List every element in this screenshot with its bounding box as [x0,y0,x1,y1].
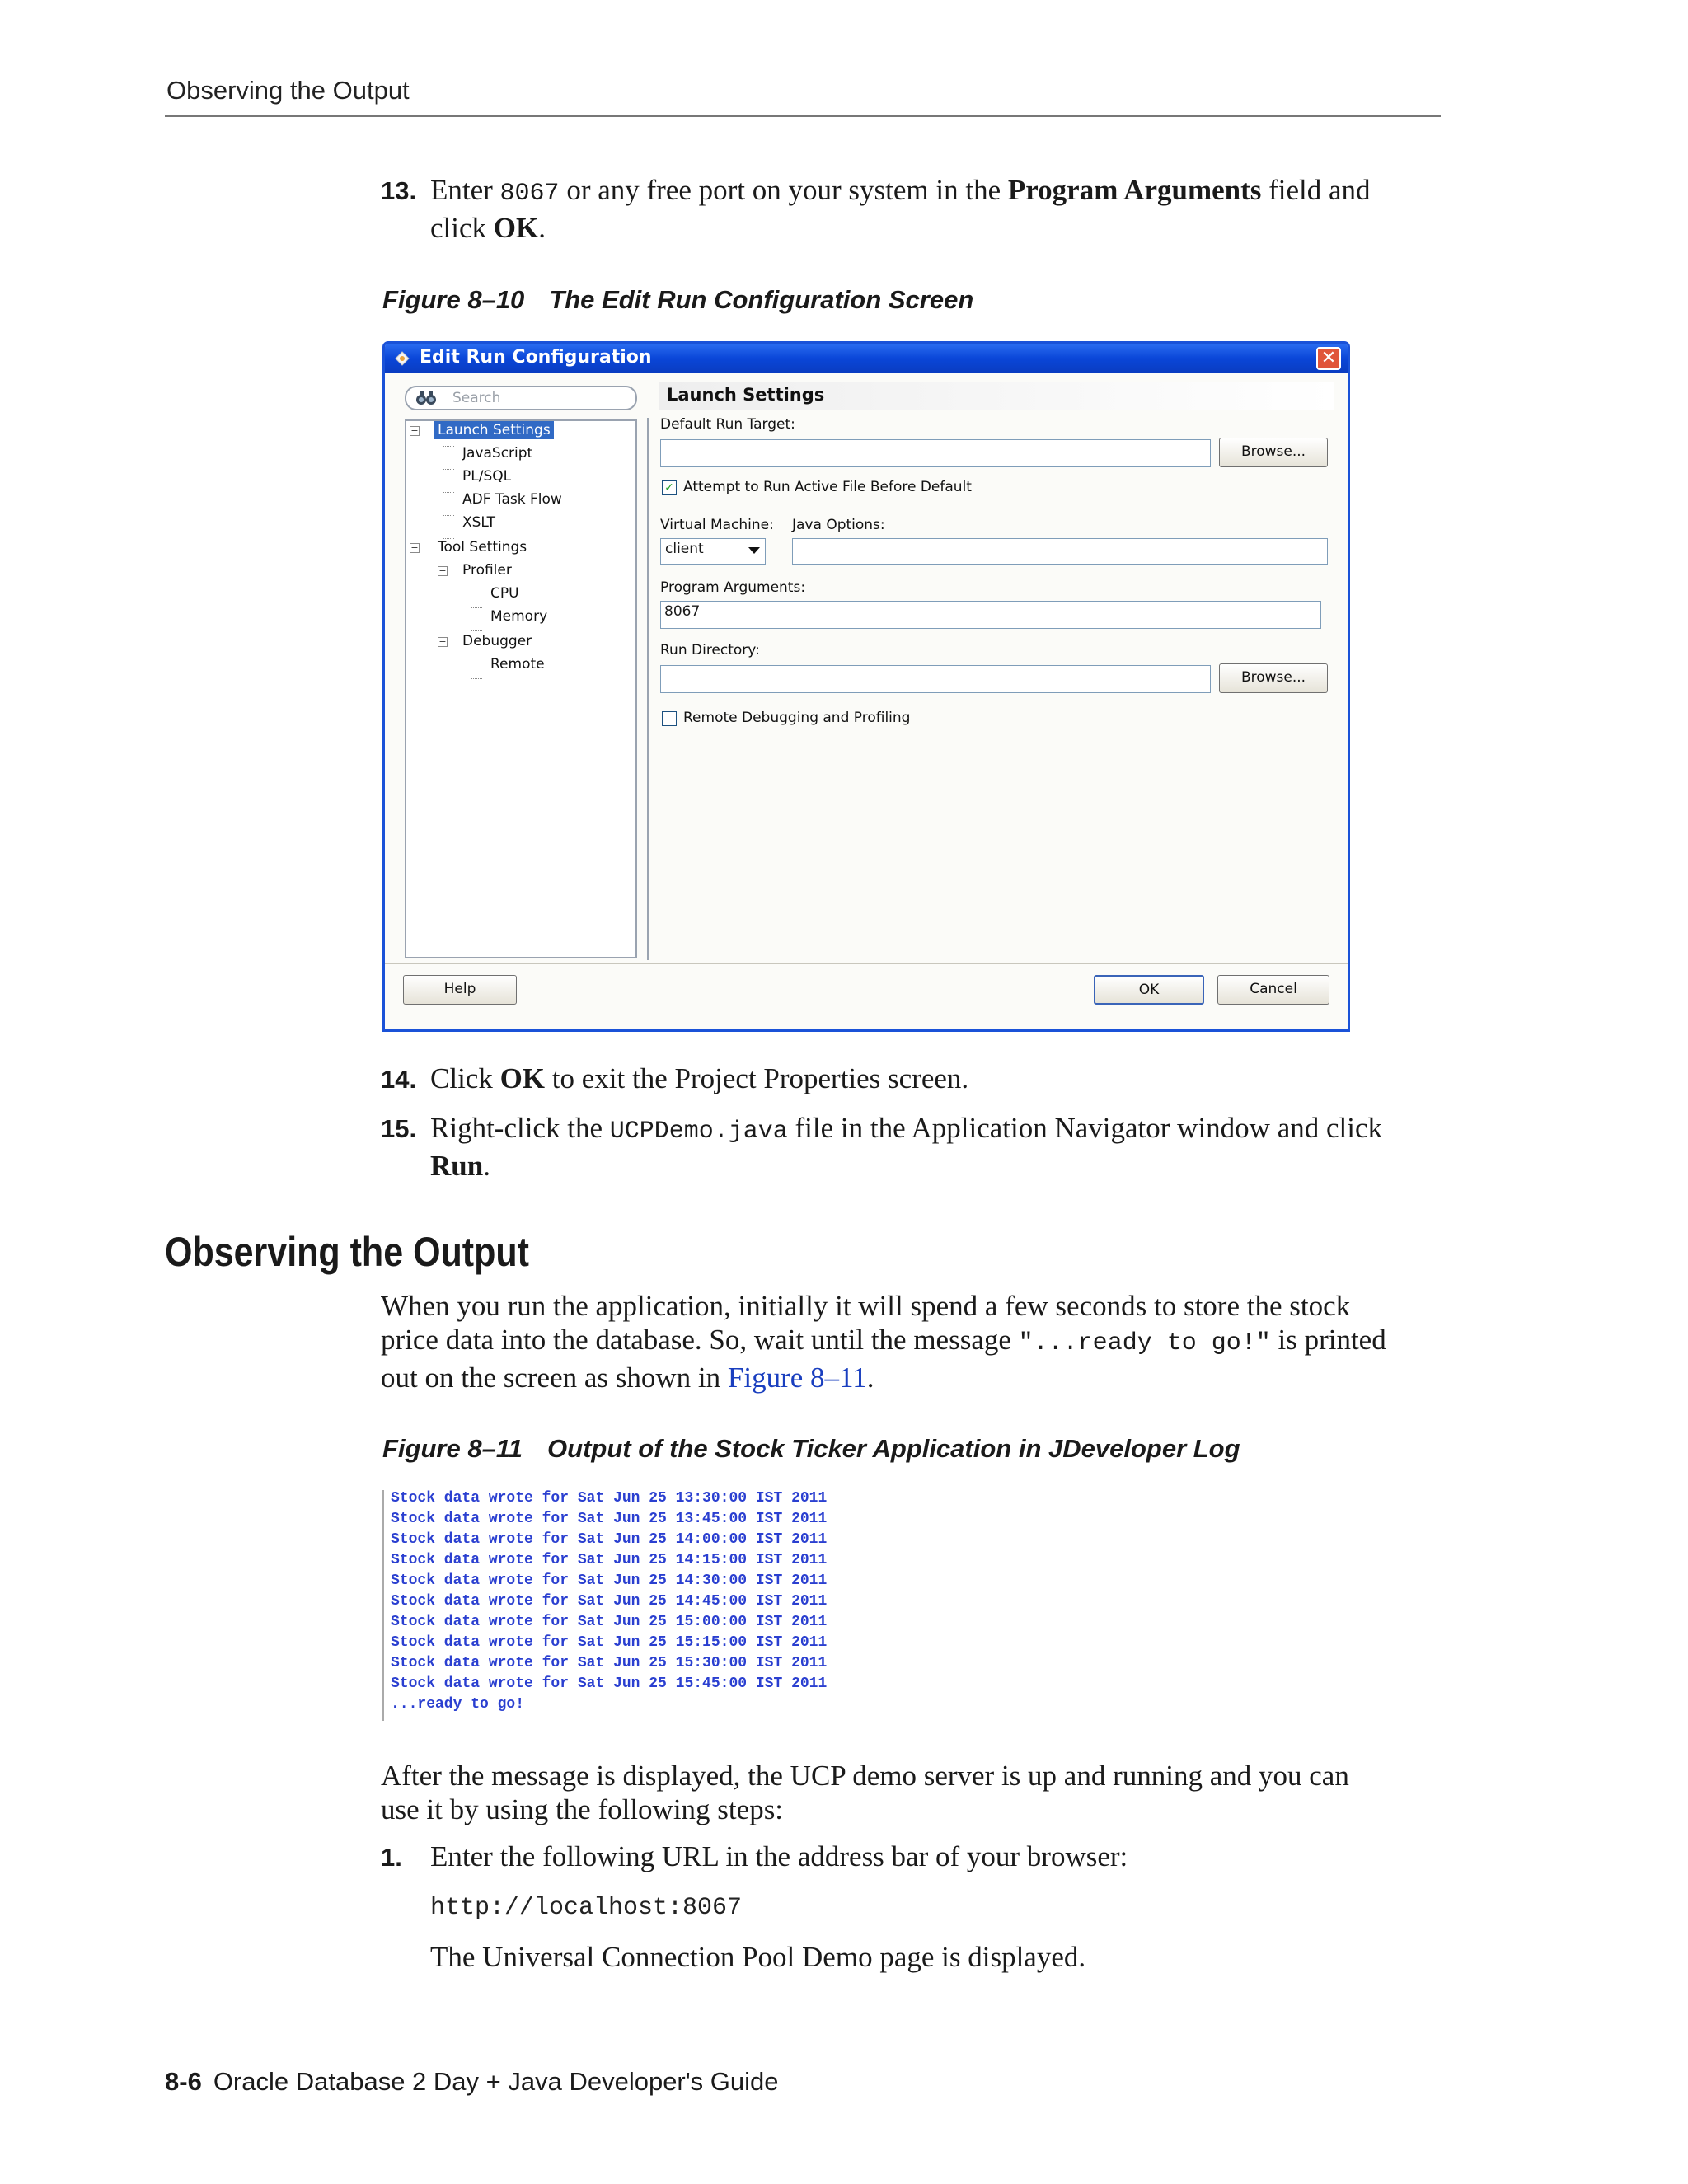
step-number: 15. [381,1114,417,1143]
tree-line [471,678,482,679]
text: click [430,212,494,244]
button-bar-separator [385,963,1348,964]
tree-item-xslt[interactable]: XSLT [462,514,495,531]
search-placeholder: Search [452,390,501,406]
book-title: Oracle Database 2 Day + Java Developer's Guide [213,2067,779,2096]
step-number: 13. [381,176,417,205]
inline-code: UCPDemo.java [609,1118,788,1146]
step-1-text: Enter the following URL in the address bar of your browser: [430,1840,1128,1872]
text: . [538,212,546,244]
search-input[interactable] [405,386,637,410]
tree-line [443,492,454,493]
run-directory-field[interactable] [660,665,1211,693]
collapse-icon[interactable]: − [438,565,447,576]
tree-item-tool-settings[interactable]: Tool Settings [438,539,528,555]
log-line: Stock data wrote for Sat Jun 25 13:30:00 IST 2011 [391,1490,828,1507]
collapse-icon[interactable]: − [410,542,419,553]
step-number: 1. [381,1843,402,1872]
step-14-text [430,1062,968,1095]
default-run-target-label: Default Run Target: [660,416,795,433]
text: out on the screen as shown in [381,1361,728,1394]
tree-item-cpu[interactable]: CPU [490,585,519,602]
log-line: Stock data wrote for Sat Jun 25 15:30:00 IST 2011 [391,1655,828,1671]
dialog-titlebar [385,344,1348,373]
figure-title: The Edit Run Configuration Screen [549,285,974,314]
log-output [382,1490,879,1721]
inline-code: "...ready to go!" [1018,1329,1271,1357]
browse-button[interactable]: Browse... [1219,438,1328,467]
attempt-run-label: Attempt to Run Active File Before Default [683,479,972,495]
settings-tree [405,419,637,958]
log-line: Stock data wrote for Sat Jun 25 14:45:00 IST 2011 [391,1593,828,1610]
page-footer [165,2067,779,2097]
section-paragraph [381,1289,1452,1394]
log-line: ...ready to go! [391,1696,525,1713]
inline-code: 8067 [499,180,560,208]
text: to exit the Project Properties screen. [545,1062,969,1094]
bold-term: Run [430,1150,484,1182]
remote-debugging-checkbox[interactable] [662,711,677,726]
figure-caption [382,1434,1240,1464]
text: . [866,1361,874,1394]
tree-line [443,515,454,516]
tree-item-remote[interactable]: Remote [490,656,545,673]
log-line: Stock data wrote for Sat Jun 25 14:15:00 IST 2011 [391,1552,828,1568]
bold-term: OK [499,1062,546,1094]
log-line: Stock data wrote for Sat Jun 25 14:00:00 IST 2011 [391,1531,828,1548]
tree-item-debugger[interactable]: Debugger [462,633,532,649]
url-code: http://localhost:8067 [430,1894,743,1922]
virtual-machine-value: client [665,541,704,557]
panel-title: Launch Settings [667,385,825,405]
log-line: Stock data wrote for Sat Jun 25 15:00:00 IST 2011 [391,1614,828,1630]
text: or any free port on your system in the [559,174,1008,206]
tree-item-memory[interactable]: Memory [490,608,548,625]
text: use it by using the following steps: [381,1793,784,1825]
run-directory-label: Run Directory: [660,642,760,658]
virtual-machine-select[interactable] [660,538,766,565]
figure-link[interactable]: Figure 8–11 [727,1361,867,1394]
tree-item-profiler[interactable]: Profiler [462,562,512,579]
text: file in the Application Navigator window and click [787,1112,1382,1144]
collapse-icon[interactable]: − [410,425,419,436]
section-title: Observing the Output [165,1229,529,1275]
log-line: Stock data wrote for Sat Jun 25 14:30:00 IST 2011 [391,1572,828,1589]
java-options-label: Java Options: [792,517,885,533]
java-options-field[interactable] [792,538,1328,565]
figure-number: Figure 8–10 [382,285,525,314]
tree-item-adf-task-flow[interactable]: ADF Task Flow [462,491,562,508]
text: is printed [1270,1324,1386,1356]
tree-line [443,469,454,470]
step-1-result: The Universal Connection Pool Demo page is displayed. [430,1941,1086,1973]
tree-item-plsql[interactable]: PL/SQL [462,468,512,485]
browse-button[interactable]: Browse... [1219,663,1328,693]
remote-debugging-label: Remote Debugging and Profiling [683,710,911,726]
help-button[interactable]: Help [403,975,517,1005]
chevron-down-icon [748,547,760,554]
tree-item-javascript[interactable]: JavaScript [462,445,533,462]
text: When you run the application, initially it will spend a few seconds to store the stock [381,1290,1351,1322]
log-line: Stock data wrote for Sat Jun 25 13:45:00 IST 2011 [391,1511,828,1527]
tree-line [471,607,482,608]
edit-run-configuration-dialog [382,341,1350,1032]
page-number: 8-6 [165,2067,202,2096]
collapse-icon[interactable]: − [438,636,447,647]
figure-title: Output of the Stock Ticker Application in JDeveloper Log [547,1434,1240,1463]
bold-term: OK [493,212,539,244]
text: . [483,1150,490,1182]
binoculars-icon [415,389,438,407]
text: Enter [430,174,500,206]
attempt-run-checkbox[interactable]: ✓ [662,480,677,495]
text: Click [430,1062,500,1094]
panel-header [659,382,1334,410]
header-rule [165,115,1441,117]
tree-line [471,630,482,631]
text: After the message is displayed, the UCP demo server is up and running and you can [381,1760,1349,1792]
text: price data into the database. So, wait until the message [381,1324,1019,1356]
panel-splitter[interactable] [647,418,649,960]
figure-caption [382,285,973,315]
run-config-icon [393,349,411,367]
close-icon[interactable]: ✕ [1316,347,1341,370]
tree-line [443,446,454,447]
tree-item-launch-settings[interactable]: Launch Settings [434,421,554,439]
program-arguments-label: Program Arguments: [660,579,806,596]
dialog-client-area [385,373,1348,1029]
text: Right-click the [430,1112,610,1144]
log-line: Stock data wrote for Sat Jun 25 15:45:00 IST 2011 [391,1675,828,1692]
after-paragraph [381,1759,1452,1826]
dialog-title: Edit Run Configuration [420,347,652,368]
text: field and [1261,174,1371,206]
running-head: Observing the Output [166,76,410,105]
log-line: Stock data wrote for Sat Jun 25 15:15:00 IST 2011 [391,1634,828,1651]
bold-term: Program Arguments [1007,174,1262,206]
program-arguments-field[interactable]: 8067 [660,601,1321,629]
step-number: 14. [381,1065,417,1094]
default-run-target-field[interactable] [660,439,1211,467]
virtual-machine-label: Virtual Machine: [660,517,774,533]
cancel-button[interactable]: Cancel [1217,975,1329,1005]
step-15-text [430,1111,1452,1183]
step-13-text [430,173,1444,245]
ok-button[interactable]: OK [1094,975,1204,1005]
figure-number: Figure 8–11 [382,1434,523,1463]
